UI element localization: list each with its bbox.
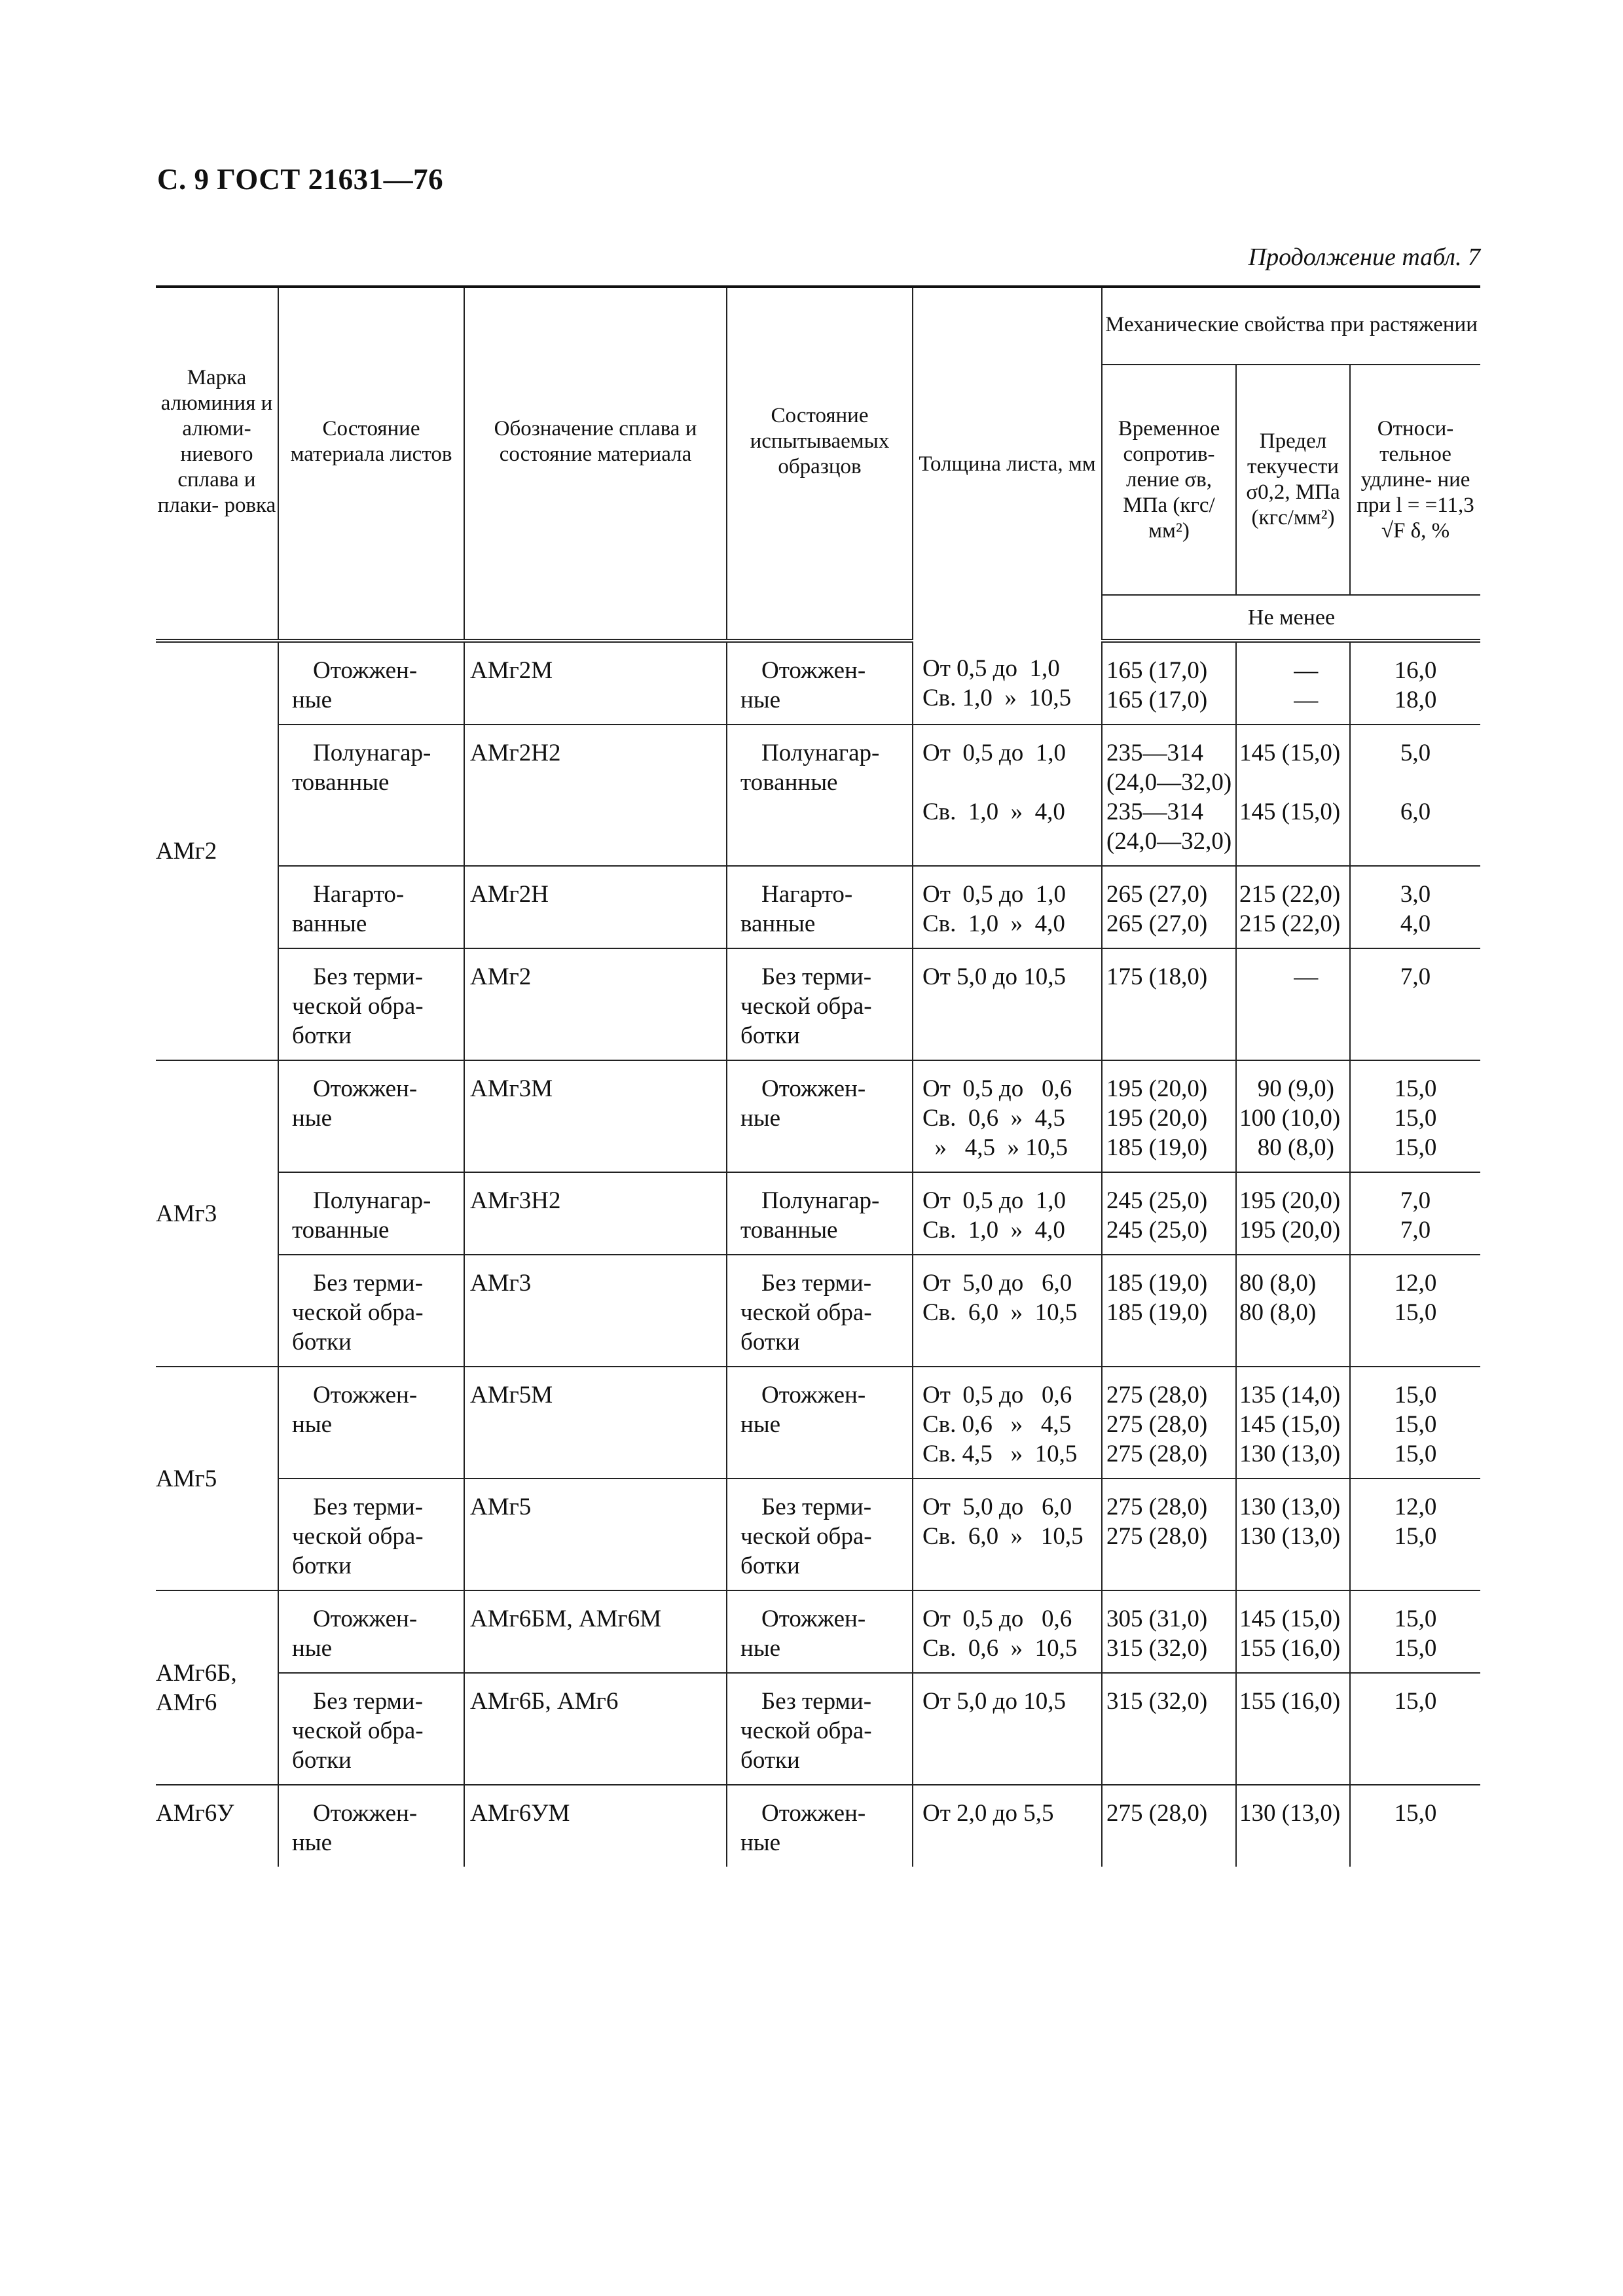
thickness-cell: От 0,5 до 0,6 Св. 0,6 » 4,5 Св. 4,5 » 10,5: [913, 1367, 1102, 1479]
sample-state-line: ческой обра-: [740, 1717, 872, 1744]
state-line: тованные: [292, 769, 390, 796]
sample-state-line: ные: [740, 1829, 781, 1856]
header-spacer: [727, 595, 913, 641]
state-line: Без терми-: [313, 1494, 424, 1520]
yield-strength-cell: 215 (22,0) 215 (22,0): [1236, 866, 1350, 948]
sample-state-line: ные: [740, 1411, 781, 1438]
elongation-cell: 15,0 15,0: [1350, 1590, 1480, 1673]
sample-state-cell: [727, 948, 913, 1060]
sample-state-line: Отожжен-: [761, 1800, 866, 1827]
state-line: ные: [292, 1635, 333, 1662]
elongation-cell: 12,0 15,0: [1350, 1255, 1480, 1367]
elongation-cell: 5,0 6,0: [1350, 725, 1480, 866]
state-line: Отожжен-: [313, 1075, 418, 1102]
sample-state-line: Отожжен-: [761, 1382, 866, 1408]
grade-cell: АМг6Б, АМг6: [156, 1590, 278, 1785]
thickness-cell: От 5,0 до 6,0 Св. 6,0 » 10,5: [913, 1479, 1102, 1590]
tensile-strength-cell: 185 (19,0) 185 (19,0): [1102, 1255, 1236, 1367]
state-cell: [278, 641, 464, 725]
state-cell: [278, 1785, 464, 1867]
tensile-strength-cell: 275 (28,0) 275 (28,0): [1102, 1479, 1236, 1590]
header-sample-state: Состояние испытываемых образцов: [727, 287, 913, 595]
sample-state-line: ботки: [740, 1747, 800, 1774]
sample-state-line: ческой обра-: [740, 1299, 872, 1326]
state-line: Без терми-: [313, 1270, 424, 1297]
sample-state-line: Отожжен-: [761, 657, 866, 684]
state-line: Отожжен-: [313, 1605, 418, 1632]
sample-state-line: тованные: [740, 1217, 838, 1244]
thickness-cell: От 0,5 до 1,0 Св. 1,0 » 10,5: [913, 641, 1102, 725]
sample-state-line: Нагарто-: [761, 881, 853, 908]
thickness-cell: От 0,5 до 1,0 Св. 1,0 » 4,0: [913, 725, 1102, 866]
state-line: Нагарто-: [313, 881, 405, 908]
header-yield-strength: Предел текучести σ0,2, МПа (кгс/мм²): [1236, 365, 1350, 595]
sample-state-cell: [727, 1479, 913, 1590]
state-line: ботки: [292, 1329, 352, 1355]
elongation-cell: 15,0 15,0 15,0: [1350, 1367, 1480, 1479]
elongation-cell: 16,0 18,0: [1350, 641, 1480, 725]
yield-strength-cell: 195 (20,0) 195 (20,0): [1236, 1172, 1350, 1255]
state-line: ботки: [292, 1022, 352, 1049]
header-not-less: Не менее: [1102, 595, 1480, 641]
thickness-cell: От 0,5 до 0,6 Св. 0,6 » 10,5: [913, 1590, 1102, 1673]
header-grade: Марка алюминия и алюми- ниевого сплава и плаки- ровка: [156, 287, 278, 595]
thickness-cell: От 5,0 до 10,5: [913, 1673, 1102, 1785]
sample-state-cell: [727, 641, 913, 725]
state-line: ботки: [292, 1552, 352, 1579]
state-cell: [278, 725, 464, 866]
designation-cell: АМг6Б, АМг6: [464, 1673, 727, 1785]
state-line: ные: [292, 1411, 333, 1438]
tensile-strength-cell: 275 (28,0) 275 (28,0) 275 (28,0): [1102, 1367, 1236, 1479]
sample-state-line: ные: [740, 1105, 781, 1132]
state-line: ческой обра-: [292, 1523, 424, 1550]
yield-strength-cell: 155 (16,0): [1236, 1673, 1350, 1785]
thickness-cell: От 5,0 до 10,5: [913, 948, 1102, 1060]
header-spacer: [156, 595, 278, 641]
sample-state-line: Без терми-: [761, 963, 872, 990]
table-row: [156, 1172, 1480, 1255]
state-line: ческой обра-: [292, 1717, 424, 1744]
tensile-strength-cell: 165 (17,0) 165 (17,0): [1102, 641, 1236, 725]
table-row: [156, 1367, 1480, 1479]
thickness-cell: От 0,5 до 0,6 Св. 0,6 » 4,5 » 4,5 » 10,5: [913, 1060, 1102, 1172]
sample-state-line: ные: [740, 687, 781, 713]
state-cell: [278, 1172, 464, 1255]
sample-state-line: ные: [740, 1635, 781, 1662]
sample-state-line: ботки: [740, 1329, 800, 1355]
sample-state-line: ванные: [740, 910, 816, 937]
table-row: [156, 866, 1480, 948]
state-cell: [278, 866, 464, 948]
page-header: С. 9 ГОСТ 21631—76: [157, 163, 444, 196]
table-row: [156, 641, 1480, 725]
table-row: [156, 1785, 1480, 1867]
state-cell: [278, 1590, 464, 1673]
mechanical-properties-table: [156, 285, 1480, 2080]
sample-state-line: ботки: [740, 1552, 800, 1579]
elongation-cell: 15,0: [1350, 1785, 1480, 1867]
tensile-strength-cell: 235—314 (24,0—32,0) 235—314 (24,0—32,0): [1102, 725, 1236, 866]
state-line: Отожжен-: [313, 1382, 418, 1408]
header-designation: Обозначение сплава и состояние материала: [464, 287, 727, 595]
sample-state-cell: [727, 1590, 913, 1673]
header-thickness: Толщина листа, мм: [913, 287, 1102, 641]
table-row: [156, 948, 1480, 1060]
sample-state-cell: [727, 725, 913, 866]
thickness-cell: От 2,0 до 5,5: [913, 1785, 1102, 1867]
state-line: ческой обра-: [292, 1299, 424, 1326]
yield-strength-cell: 145 (15,0) 145 (15,0): [1236, 725, 1350, 866]
sample-state-cell: [727, 1673, 913, 1785]
sample-state-line: ческой обра-: [740, 1523, 872, 1550]
header-state: Состояние материала листов: [278, 287, 464, 595]
state-line: Полунагар-: [313, 1187, 431, 1214]
tensile-strength-cell: 315 (32,0): [1102, 1673, 1236, 1785]
table-continuation-label: Продолжение табл. 7: [1248, 243, 1480, 271]
elongation-cell: 3,0 4,0: [1350, 866, 1480, 948]
thickness-cell: От 0,5 до 1,0 Св. 1,0 » 4,0: [913, 866, 1102, 948]
grade-cell: АМг2: [156, 641, 278, 1060]
state-cell: [278, 948, 464, 1060]
yield-strength-cell: 145 (15,0) 155 (16,0): [1236, 1590, 1350, 1673]
state-line: Полунагар-: [313, 740, 431, 766]
table-row: [156, 1060, 1480, 1172]
state-line: тованные: [292, 1217, 390, 1244]
yield-strength-cell: 135 (14,0) 145 (15,0) 130 (13,0): [1236, 1367, 1350, 1479]
designation-cell: АМг2: [464, 948, 727, 1060]
tensile-strength-cell: 305 (31,0) 315 (32,0): [1102, 1590, 1236, 1673]
tensile-strength-cell: 265 (27,0) 265 (27,0): [1102, 866, 1236, 948]
header-tensile-strength: Временное сопротив- ление σв, МПа (кгс/мм²): [1102, 365, 1236, 595]
state-line: ботки: [292, 1747, 352, 1774]
sample-state-line: ботки: [740, 1022, 800, 1049]
state-cell: [278, 1060, 464, 1172]
tensile-strength-cell: 175 (18,0): [1102, 948, 1236, 1060]
sample-state-cell: [727, 1367, 913, 1479]
designation-cell: АМг2М: [464, 641, 727, 725]
header-elongation: Относи- тельное удлине- ние при l = =11,3 √F δ, %: [1350, 365, 1480, 595]
tensile-strength-cell: 275 (28,0): [1102, 1785, 1236, 1867]
state-cell: [278, 1673, 464, 1785]
state-line: ные: [292, 1829, 333, 1856]
state-line: ческой обра-: [292, 993, 424, 1020]
designation-cell: АМг3М: [464, 1060, 727, 1172]
tensile-strength-cell: 245 (25,0) 245 (25,0): [1102, 1172, 1236, 1255]
sample-state-line: Без терми-: [761, 1688, 872, 1715]
state-line: ные: [292, 687, 333, 713]
state-line: Отожжен-: [313, 657, 418, 684]
designation-cell: АМг3Н2: [464, 1172, 727, 1255]
state-line: Без терми-: [313, 963, 424, 990]
state-cell: [278, 1367, 464, 1479]
sample-state-line: Отожжен-: [761, 1075, 866, 1102]
state-cell: [278, 1479, 464, 1590]
yield-strength-cell: 80 (8,0) 80 (8,0): [1236, 1255, 1350, 1367]
yield-strength-cell: 90 (9,0) 100 (10,0) 80 (8,0): [1236, 1060, 1350, 1172]
elongation-cell: 15,0 15,0 15,0: [1350, 1060, 1480, 1172]
sample-state-cell: [727, 1255, 913, 1367]
elongation-cell: 7,0: [1350, 948, 1480, 1060]
state-cell: [278, 1255, 464, 1367]
thickness-cell: От 0,5 до 1,0 Св. 1,0 » 4,0: [913, 1172, 1102, 1255]
state-line: Отожжен-: [313, 1800, 418, 1827]
designation-cell: АМг3: [464, 1255, 727, 1367]
sample-state-cell: [727, 866, 913, 948]
table-row: [156, 725, 1480, 866]
designation-cell: АМг2Н2: [464, 725, 727, 866]
header-spacer: [278, 595, 464, 641]
sample-state-cell: [727, 1172, 913, 1255]
grade-cell: АМг6У: [156, 1785, 278, 1867]
designation-cell: АМг6БМ, АМг6М: [464, 1590, 727, 1673]
sample-state-line: Без терми-: [761, 1270, 872, 1297]
sample-state-line: Без терми-: [761, 1494, 872, 1520]
designation-cell: АМг2Н: [464, 866, 727, 948]
sample-state-line: ческой обра-: [740, 993, 872, 1020]
table-row: [156, 1590, 1480, 1673]
sample-state-line: Полунагар-: [761, 1187, 880, 1214]
thickness-cell: От 5,0 до 6,0 Св. 6,0 » 10,5: [913, 1255, 1102, 1367]
designation-cell: АМг5: [464, 1479, 727, 1590]
yield-strength-cell: 130 (13,0): [1236, 1785, 1350, 1867]
state-line: Без терми-: [313, 1688, 424, 1715]
elongation-cell: 12,0 15,0: [1350, 1479, 1480, 1590]
table-row: [156, 1255, 1480, 1367]
state-line: ные: [292, 1105, 333, 1132]
table-row: [156, 1479, 1480, 1590]
sample-state-line: Отожжен-: [761, 1605, 866, 1632]
yield-strength-cell: — —: [1236, 641, 1350, 725]
tensile-strength-cell: 195 (20,0) 195 (20,0) 185 (19,0): [1102, 1060, 1236, 1172]
sample-state-cell: [727, 1060, 913, 1172]
header-spacer: [464, 595, 727, 641]
sample-state-cell: [727, 1785, 913, 1867]
header-mechanical-properties: Механические свойства при растяжении: [1102, 287, 1480, 365]
designation-cell: АМг6УМ: [464, 1785, 727, 1867]
grade-cell: АМг5: [156, 1367, 278, 1590]
elongation-cell: 15,0: [1350, 1673, 1480, 1785]
elongation-cell: 7,0 7,0: [1350, 1172, 1480, 1255]
yield-strength-cell: 130 (13,0) 130 (13,0): [1236, 1479, 1350, 1590]
sample-state-line: тованные: [740, 769, 838, 796]
designation-cell: АМг5М: [464, 1367, 727, 1479]
state-line: ванные: [292, 910, 367, 937]
yield-strength-cell: —: [1236, 948, 1350, 1060]
sample-state-line: Полунагар-: [761, 740, 880, 766]
grade-cell: АМг3: [156, 1060, 278, 1367]
table-row: [156, 1673, 1480, 1785]
